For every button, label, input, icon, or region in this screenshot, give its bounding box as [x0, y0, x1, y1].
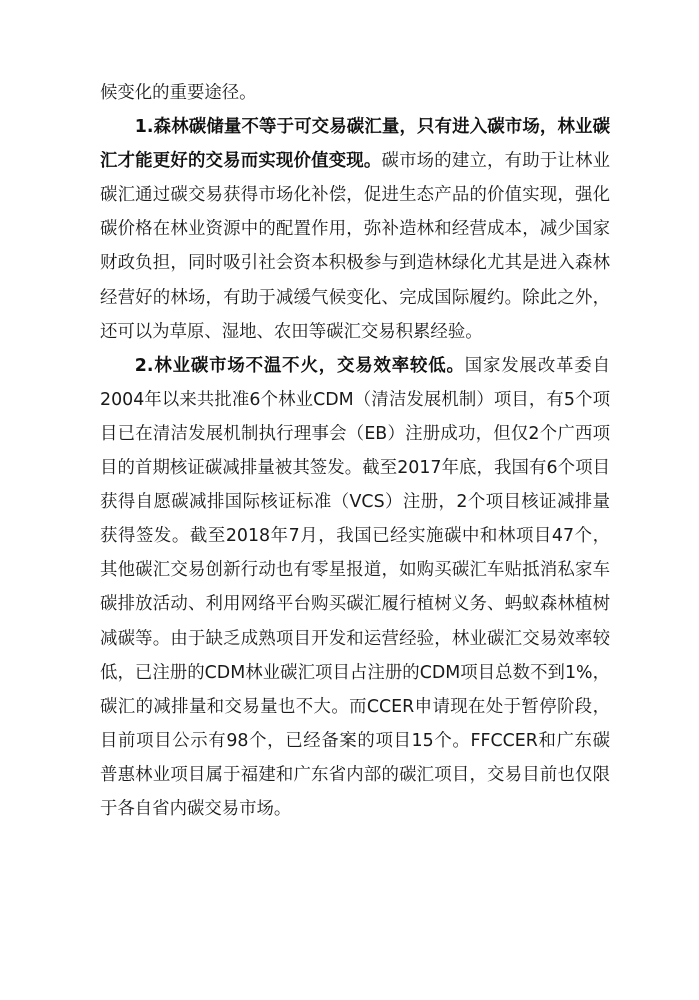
- paragraph-2-body: 国家发展改革委自2004年以来共批准6个林业CDM（清洁发展机制）项目，有5个项目已在清洁发展机制执行理事会（EB）注册成功，但仅2个广西项目的首期核证碳减排量被其签发。截至2017年底，我国有6个项目获得自愿碳减排国际核证标准（VCS）注册，2个项目核证减排量获得签发。截至2018年7月，我国已经实施碳中和林项目47个，其他碳汇交易创新行动也有零星报道，如购买碳汇车贴抵消私家车碳排放活动、利用网络平台购买碳汇履行植树义务、蚂蚁森林植树减碳等。由于缺乏成熟项目开发和运营经验，林业碳汇交易效率较低，已注册的CDM林业碳汇项目占注册的CDM项目总数不到1%，碳汇的减排量和交易量也不大。而CCER申请现在处于暂停阶段，目前项目公示有98个，已经备案的项目15个。FFCCER和广东碳普惠林业项目属于福建和广东省内部的碳汇项目，交易目前也仅限于各自省内碳交易市场。: [100, 355, 610, 819]
- paragraph-2: [100, 349, 610, 826]
- paragraph-1: [100, 110, 610, 349]
- paragraph-1-heading: 1.森林碳储量不等于可交易碳汇量，只有进入碳市场，林业碳汇才能更好的交易而实现价值变现。: [100, 117, 610, 172]
- paragraph-text: 候变化的重要途径。: [100, 83, 257, 103]
- paragraph-continuation: [100, 76, 610, 110]
- document-page: [100, 76, 610, 826]
- paragraph-2-heading: 2.林业碳市场不温不火，交易效率较低。: [134, 355, 465, 376]
- paragraph-1-body: 碳市场的建立，有助于让林业碳汇通过碳交易获得市场化补偿，促进生态产品的价值实现，强化碳价格在林业资源中的配置作用，弥补造林和经营成本，减少国家财政负担，同时吸引社会资本积极参与到造林绿化尤其是进入森林经营好的林场，有助于减缓气候变化、完成国际履约。除此之外，还可以为草原、湿地、农田等碳汇交易积累经验。: [100, 151, 610, 342]
